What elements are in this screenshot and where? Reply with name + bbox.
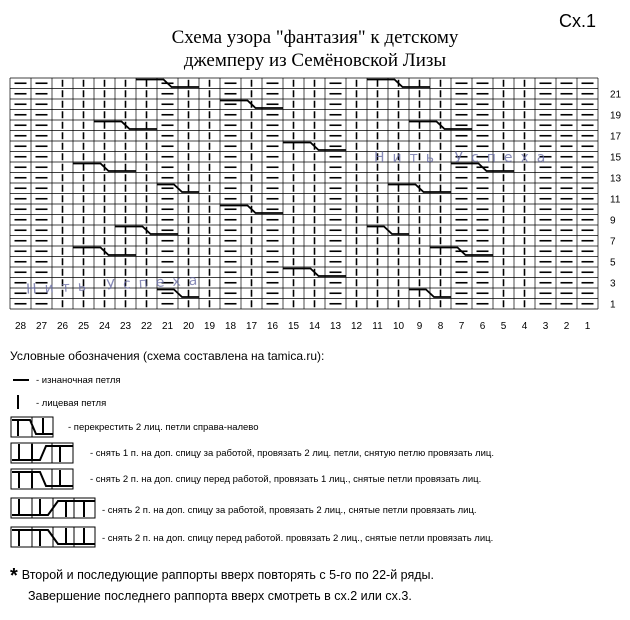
row-number: 13 (610, 173, 622, 185)
column-number: 20 (182, 321, 195, 332)
column-number: 9 (416, 321, 423, 332)
cross-2-2-back-icon (10, 497, 98, 524)
column-numbers (15, 321, 591, 332)
column-number: 16 (266, 321, 279, 332)
cross-2-1-front-icon (10, 468, 76, 495)
column-number: 18 (224, 321, 237, 332)
column-number: 6 (479, 321, 486, 332)
column-number: 8 (437, 321, 444, 332)
row-number: 11 (610, 194, 621, 206)
knit-stitch-icon (10, 393, 34, 416)
chart-gridlines (10, 78, 598, 309)
title-line-2: джемперу из Семёновской Лизы (183, 50, 447, 71)
legend-cross2-text: - перекрестить 2 лиц. петли справа-налево (68, 422, 259, 433)
scheme-number: Сх.1 (558, 11, 596, 31)
column-number: 21 (161, 321, 174, 332)
column-number: 26 (56, 321, 69, 332)
column-number: 10 (392, 321, 405, 332)
column-number: 28 (14, 321, 27, 332)
column-number: 4 (521, 321, 528, 332)
row-numbers (610, 89, 622, 310)
asterisk-icon: * (10, 565, 18, 587)
watermark-upper: Нить Успеха (374, 150, 554, 166)
row-number: 7 (610, 236, 616, 248)
legend-knit-text: - лицевая петля (36, 398, 107, 409)
cross-2-right-left-icon (10, 416, 56, 443)
purl-stitch-icon (10, 372, 34, 393)
column-number: 2 (563, 321, 570, 332)
row-number: 1 (610, 299, 616, 311)
column-number: 3 (542, 321, 549, 332)
column-number: 7 (458, 321, 465, 332)
column-number: 14 (308, 321, 321, 332)
column-number: 24 (98, 321, 111, 332)
legend-title: Условные обозначения (схема составлена на tamica.ru): (10, 349, 325, 363)
watermark-lower: Нить Успеха (25, 272, 206, 298)
column-number: 5 (500, 321, 507, 332)
column-number: 19 (203, 321, 216, 332)
column-number: 22 (140, 321, 153, 332)
title-line-1: Схема узора "фантазия" к детскому (171, 27, 459, 48)
legend-cross-2-2-back-text: - снять 2 п. на доп. спицу за работой, провязать 2 лиц., снятые петли провязать лиц. (102, 505, 477, 516)
column-number: 17 (245, 321, 258, 332)
column-number: 11 (372, 321, 383, 332)
cable-crossing (136, 80, 199, 88)
column-number: 25 (77, 321, 90, 332)
column-number: 23 (119, 321, 132, 332)
cross-1-2-back-icon (10, 442, 76, 469)
row-number: 9 (610, 215, 616, 227)
legend-purl-text: - изнаночная петля (36, 375, 121, 386)
column-number: 27 (35, 321, 48, 332)
note-line-2: Завершение последнего раппорта вверх смотреть в сх.2 или сх.3. (28, 589, 412, 603)
row-number: 21 (610, 89, 622, 101)
column-number: 13 (329, 321, 342, 332)
row-number: 3 (610, 278, 616, 290)
row-number: 19 (610, 110, 622, 122)
row-number: 17 (610, 131, 622, 143)
column-number: 12 (350, 321, 363, 332)
row-number: 5 (610, 257, 616, 269)
repeat-note (10, 565, 434, 606)
column-number: 15 (287, 321, 300, 332)
row-number: 15 (610, 152, 622, 164)
legend-cross-1-2-back-text: - снять 1 п. на доп. спицу за работой, провязать 2 лиц. петли, снятую петлю провязать лиц. (90, 448, 494, 459)
legend-cross-2-2-front-text: - снять 2 п. на доп. спицу перед работой. провязать 2 лиц., снятые петли провязать лиц. (102, 533, 494, 544)
note-line-1: Второй и последующие раппорты вверх повторять с 5-го по 22-й ряды. (21, 568, 435, 582)
column-number: 1 (584, 321, 591, 332)
legend-cross-2-1-front-text: - снять 2 п. на доп. спицу перед работой, провязать 1 лиц., снятые петли провязать лиц. (90, 474, 482, 485)
cross-2-2-front-icon (10, 526, 98, 553)
